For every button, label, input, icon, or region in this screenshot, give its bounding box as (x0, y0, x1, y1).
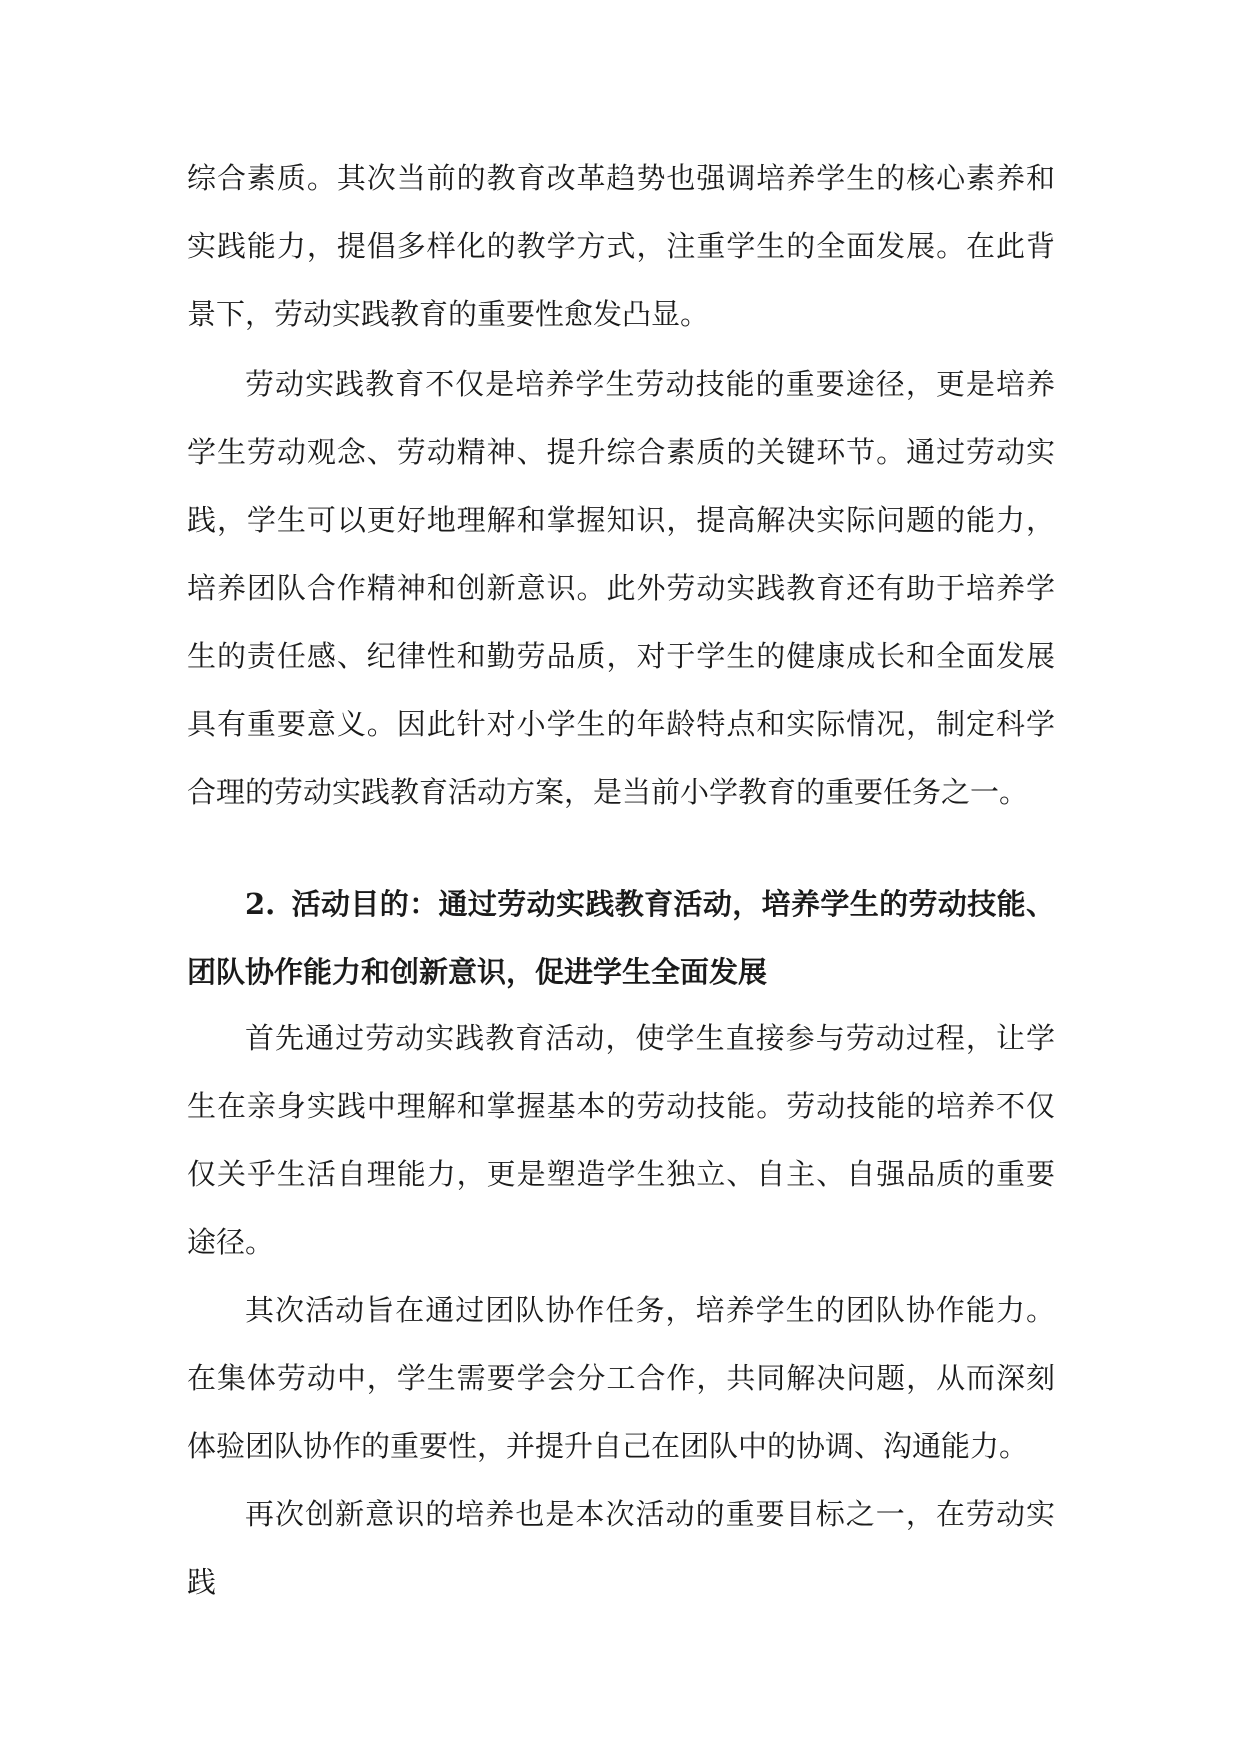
section-title: 活动目的：通过劳动实践教育活动，培养学生的劳动技能、团队协作能力和创新意识，促进学生全面发展 (187, 887, 1055, 989)
paragraph-continuation: 综合素质。其次当前的教育改革趋势也强调培养学生的核心素养和实践能力，提倡多样化的教学方式，注重学生的全面发展。在此背景下，劳动实践教育的重要性愈发凸显。 (187, 161, 1055, 331)
section-heading (187, 870, 1055, 1006)
document-page (187, 138, 1055, 1616)
section-number: 2. (245, 887, 276, 921)
paragraph-innovation: 再次创新意识的培养也是本次活动的重要目标之一，在劳动实践 (187, 1497, 1055, 1599)
paragraph-importance: 劳动实践教育不仅是培养学生劳动技能的重要途径，更是培养学生劳动观念、劳动精神、提升综合素质的关键环节。通过劳动实践，学生可以更好地理解和掌握知识，提高解决实际问题的能力，培养团队合作精神和创新意识。此外劳动实践教育还有助于培养学生的责任感、纪律性和勤劳品质，对于学生的健康成长和全面发展具有重要意义。因此针对小学生的年龄特点和实际情况，制定科学合理的劳动实践教育活动方案，是当前小学教育的重要任务之一。 (187, 367, 1055, 809)
paragraph-teamwork: 其次活动旨在通过团队协作任务，培养学生的团队协作能力。在集体劳动中，学生需要学会分工合作，共同解决问题，从而深刻体验团队协作的重要性，并提升自己在团队中的协调、沟通能力。 (187, 1293, 1055, 1463)
paragraph-skills: 首先通过劳动实践教育活动，使学生直接参与劳动过程，让学生在亲身实践中理解和掌握基本的劳动技能。劳动技能的培养不仅仅关乎生活自理能力，更是塑造学生独立、自主、自强品质的重要途径。 (187, 1021, 1055, 1259)
